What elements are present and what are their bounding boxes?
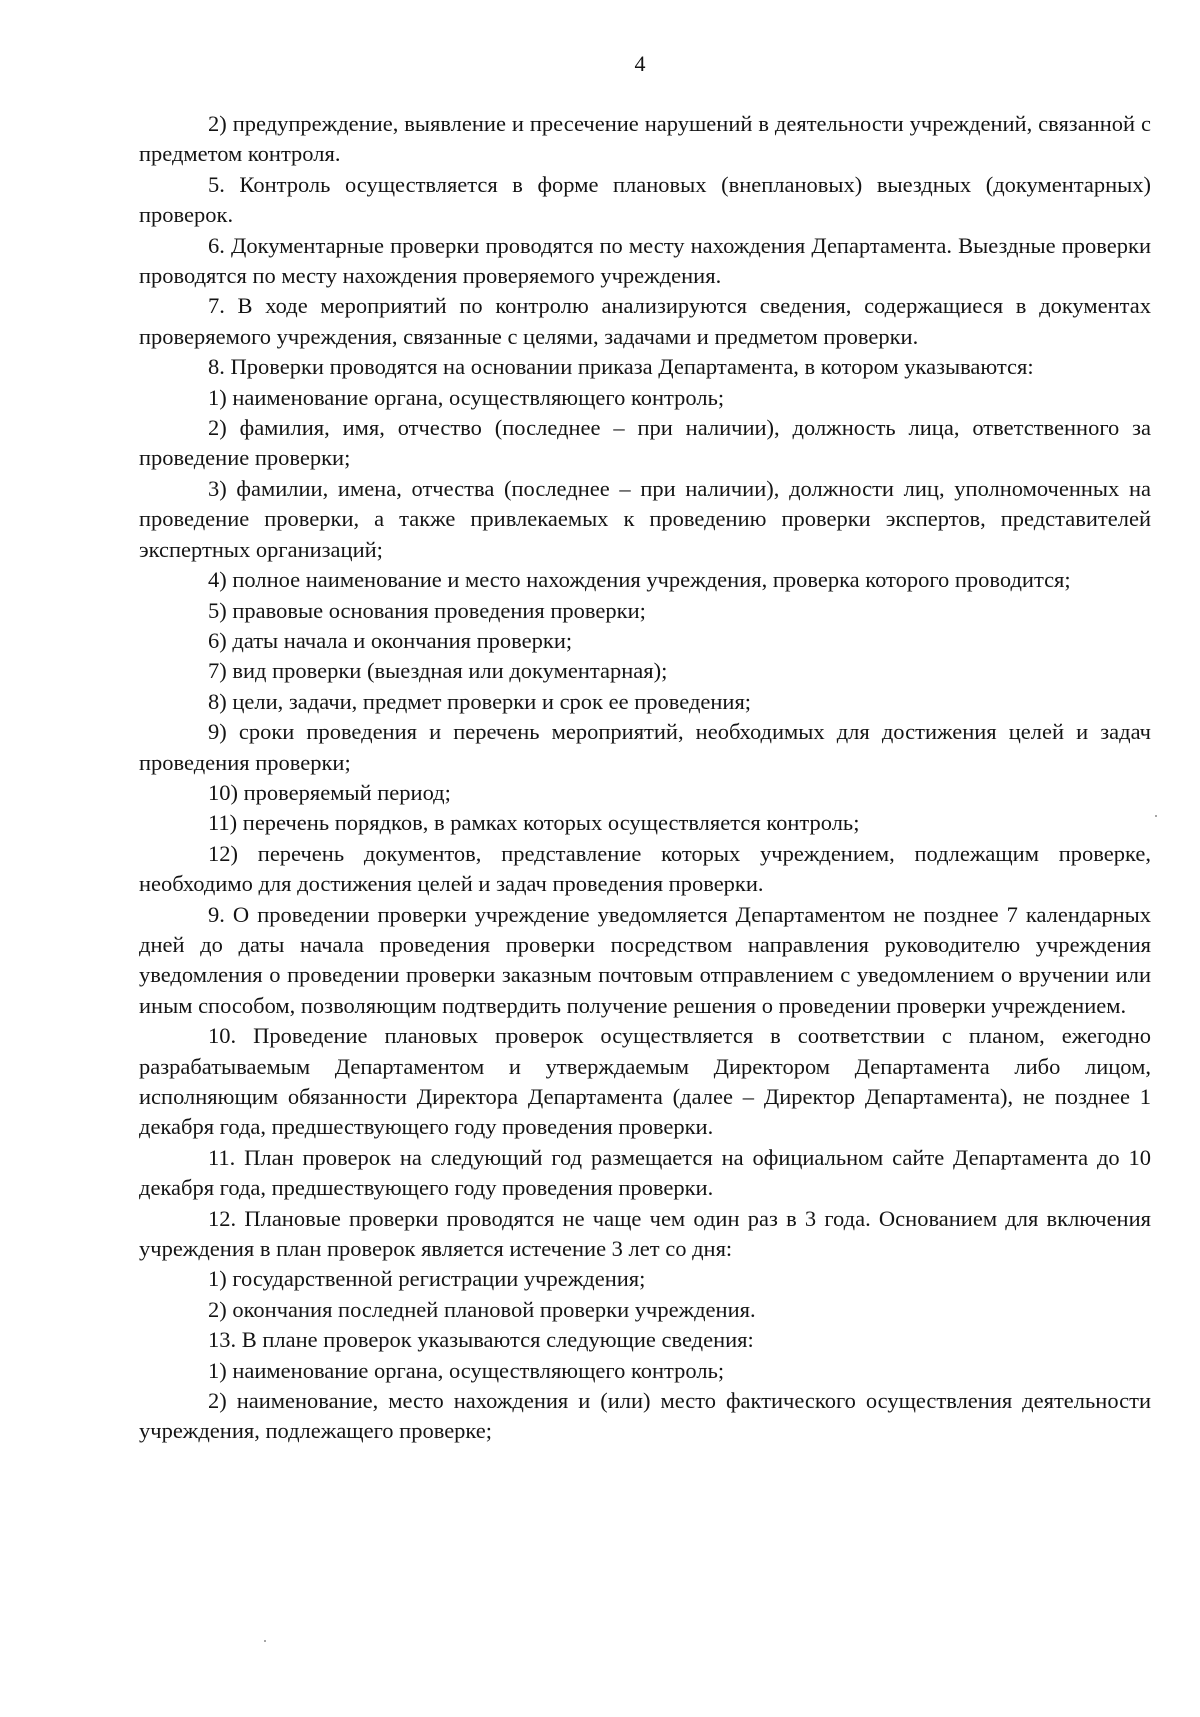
- list-item-8-3: 3) фамилии, имена, отчества (последнее – при наличии), должности лиц, уполномоченных на проведение проверки, а также привлекаемых к проведению проверки экспертов, представителей экспертных организаций;: [139, 475, 1151, 562]
- list-item-8-6: 6) даты начала и окончания проверки;: [208, 627, 573, 653]
- list-item-8-4: 4) полное наименование и место нахождения учреждения, проверка которого проводится;: [208, 567, 1071, 593]
- list-item-8-8: 8) цели, задачи, предмет проверки и срок ее проведения;: [208, 688, 752, 714]
- list-item-13-2: 2) наименование, место нахождения и (или) место фактического осуществления деятельности учреждения, подлежащего проверке;: [139, 1388, 1151, 1444]
- paragraph-8-order-basis: 8. Проверки проводятся на основании приказа Департамента, в котором указываются:: [208, 354, 1034, 380]
- list-item-12-1: 1) государственной регистрации учреждения;: [208, 1266, 646, 1292]
- list-item-12-2: 2) окончания последней плановой проверки учреждения.: [208, 1296, 756, 1322]
- paragraph-13-plan-contents: 13. В плане проверок указываются следующие сведения:: [208, 1327, 754, 1353]
- page-number: 4: [634, 51, 646, 76]
- paragraph-6-inspection-place: 6. Документарные проверки проводятся по месту нахождения Департамента. Выездные проверки проводятся по месту нахождения проверяемого учреждения.: [139, 232, 1151, 289]
- paragraph-5-control-form: 5. Контроль осуществляется в форме плановых (внеплановых) выездных (документарных) проверок.: [139, 171, 1151, 228]
- list-item-13-1: 1) наименование органа, осуществляющего контроль;: [208, 1357, 725, 1383]
- paragraph-11-plan-publication: 11. План проверок на следующий год размещается на официальном сайте Департамента до 10 декабря года, предшествующего году проведения проверки.: [139, 1144, 1151, 1201]
- scan-speck: [264, 1640, 266, 1642]
- list-item-8-11: 11) перечень порядков, в рамках которых осуществляется контроль;: [208, 810, 860, 836]
- paragraph-2-prevention: 2) предупреждение, выявление и пресечение нарушений в деятельности учреждений, связанной с предметом контроля.: [139, 111, 1151, 167]
- list-item-8-5: 5) правовые основания проведения проверки;: [208, 597, 646, 623]
- list-item-8-7: 7) вид проверки (выездная или документарная);: [208, 658, 668, 684]
- list-item-8-10: 10) проверяемый период;: [208, 779, 451, 805]
- list-item-8-1: 1) наименование органа, осуществляющего контроль;: [208, 384, 725, 410]
- scan-speck: [1155, 815, 1157, 817]
- paragraph-10-planned-inspections: 10. Проведение плановых проверок осуществляется в соответствии с планом, ежегодно разрабатываемым Департаментом и утверждаемым Директором Департамента либо лицом, исполняющим обязанности Директора Департамента (далее – Директор Департамента), не позднее 1 декабря года, предшествующего году проведения проверки.: [139, 1023, 1151, 1140]
- paragraph-7-analysis: 7. В ходе мероприятий по контролю анализируются сведения, содержащиеся в документах проверяемого учреждения, связанные с целями, задачами и предметом проверки.: [139, 293, 1151, 349]
- list-item-8-2: 2) фамилия, имя, отчество (последнее – при наличии), должность лица, ответственного за проведение проверки;: [139, 415, 1151, 471]
- paragraph-9-notification: 9. О проведении проверки учреждение уведомляется Департаментом не позднее 7 календарных дней до даты начала проведения проверки посредством направления руководителю учреждения уведомления о проведении проверки заказным почтовым отправлением с уведомлением о вручении или иным способом, позволяющим подтвердить получение решения о проведении проверки учреждением.: [139, 901, 1151, 1018]
- paragraph-12-frequency: 12. Плановые проверки проводятся не чаще чем один раз в 3 года. Основанием для включения учреждения в план проверок является истечение 3 лет со дня:: [139, 1205, 1151, 1262]
- list-item-8-12: 12) перечень документов, представление которых учреждением, подлежащим проверке, необходимо для достижения целей и задач проведения проверки.: [139, 840, 1151, 897]
- document-body: [139, 109, 1151, 1447]
- list-item-8-9: 9) сроки проведения и перечень мероприятий, необходимых для достижения целей и задач проведения проверки;: [139, 719, 1151, 775]
